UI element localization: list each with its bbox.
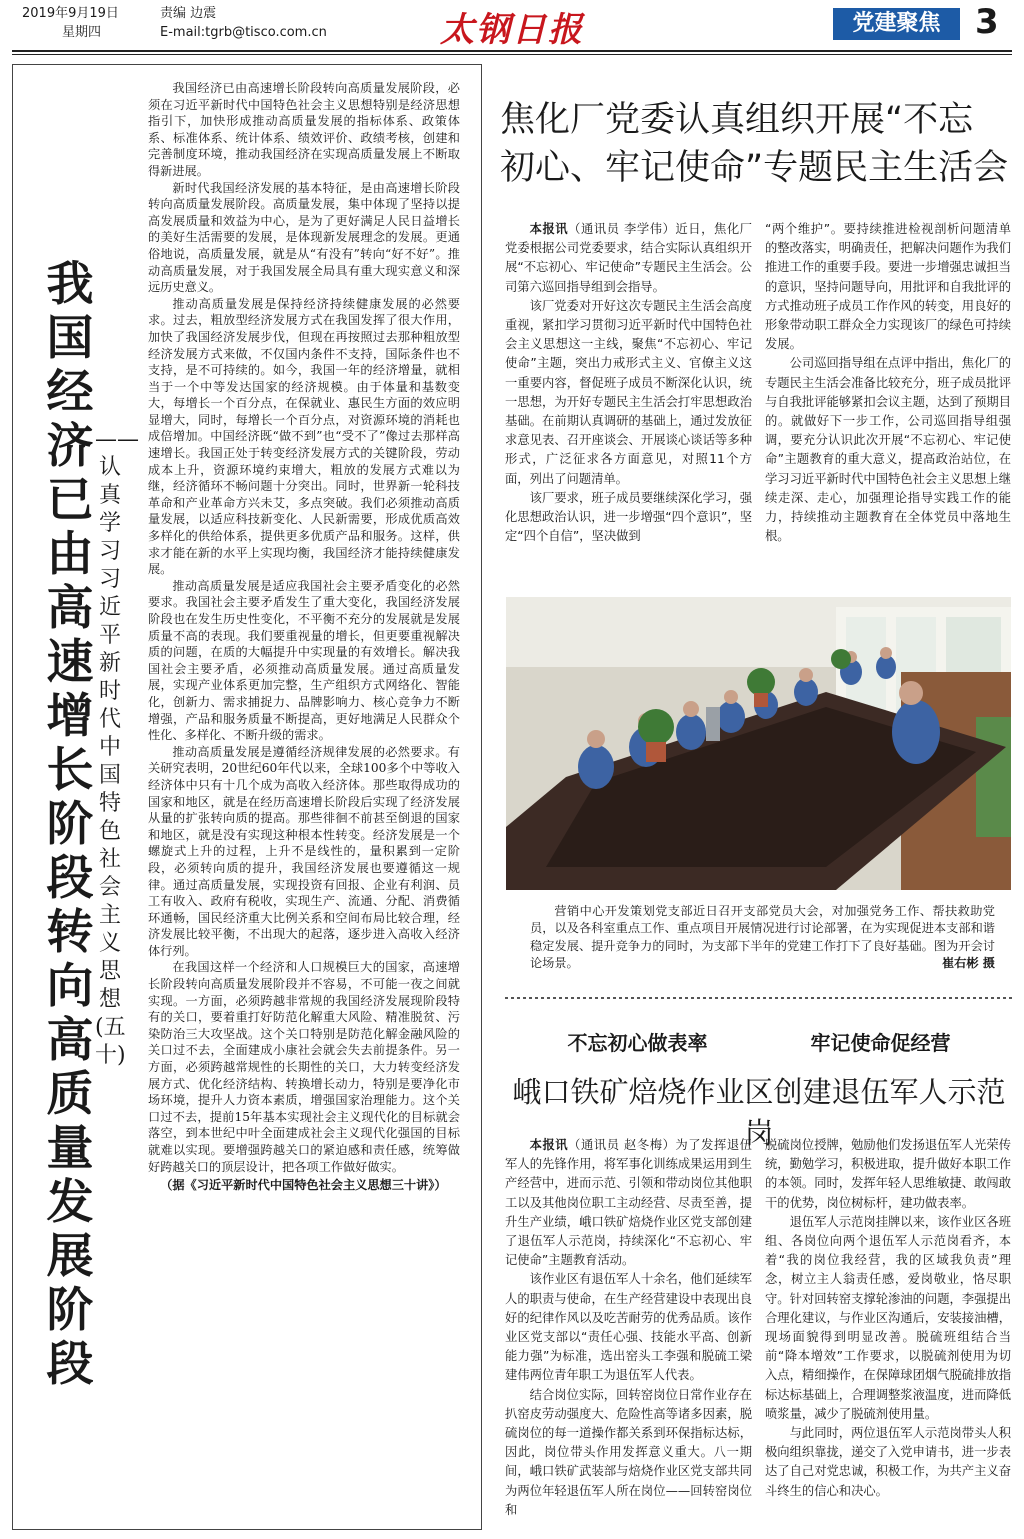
left-paragraph: 在我国这样一个经济和人口规模巨大的国家，高速增长阶段转向高质量发展阶段并不容易，不可能一夜之间就实现。一方面，必须跨越非常规的我国经济发展现阶段特有的关口，要着重打好防范化解重大风险、精准脱贫、污染防治三大攻坚战。这个关口特别是防范化解金融风险的关口过不去，全面建成小康社会就会失去前提条件。另一方面，必须跨越常规性的长期性的关口，大力转变经济发展方式、优化经济结构、转换增长动力，特别是要净化市场环境，提升人力资本素质，增强国家治理能力。这个关口过不去，提前15年基本实现社会主义现代化的目标就会落空，到本世纪中叶全面建成社会主义现代化强国的目标就难以实现。要增强跨越关口的紧迫感和责任感，统筹做好跨越关口的顶层设计，把各项工作做好做实。 [148, 960, 460, 1174]
left-article-title: 我国经济已由高速增长阶段转向高质量发展阶段 [46, 257, 94, 1392]
top-article-column-2 [765, 220, 1011, 546]
top-paragraph: 该厂要求，班子成员要继续深化学习，强化思想政治认识，进一步增强“四个意识”，坚定“四个自信”，坚决做到 [505, 490, 752, 544]
byline: 本报讯 [529, 1138, 569, 1152]
bottom-paragraph: 结合岗位实际，回转窑岗位日常作业存在扒窑皮劳动强度大、危险性高等诸多因素，脱硫岗位的每一道操作都关系到环保指标达标，因此，岗位带头作用发挥意义重大。八一期间，峨口铁矿武装部与焙烧作业区党支部共同为两位年轻退伍军人所在岗位——回转窑岗位和 [505, 1387, 752, 1517]
byline: 本报讯 [529, 222, 569, 236]
bottom-paragraph: 脱硫岗位授牌，勉励他们发扬退伍军人光荣传统，勤勉学习，积极进取，提升做好本职工作的本领。同时，发挥年轻人思维敏捷、敢闯敢干的优势，岗位树标杆，建功做表率。 [765, 1138, 1011, 1210]
left-paragraph: 我国经济已由高速增长阶段转向高质量发展阶段，必须在习近平新时代中国特色社会主义思想特别是经济思想指引下，加快形成推动高质量发展的指标体系、政策体系、标准体系、统计体系、绩效评价、政绩考核，创建和完善制度环境，推动我国经济在实现高质量发展上不断取得新进展。 [148, 81, 460, 178]
bottom-paragraph: 与此同时，两位退伍军人示范岗带头人积极向组织靠拢，递交了入党申请书，进一步表达了自己对党忠诚，积极工作，为共产主义奋斗终生的信心和决心。 [765, 1426, 1011, 1498]
masthead-logo: 太钢日报 [440, 10, 584, 50]
photo-caption [530, 903, 995, 972]
issue-date: 2019年9月19日 [22, 6, 119, 21]
top-paragraph: “两个维护”。要持续推进检视剖析问题清单的整改落实，明确责任，把解决问题作为我们推进工作的重要手段。要进一步增强忠诚担当的意识，坚持问题导向，用批评和自我批评的方式推动班子成员工作作风的转变，用良好的形象带动职工群众全力实现该厂的绿色可持续发展。 [765, 222, 1011, 352]
left-paragraph: 新时代我国经济发展的基本特征，是由高速增长阶段转向高质量发展阶段。高质量发展，集中体现了坚持以提高发展质量和效益为中心，是为了更好满足人民日益增长的美好生活需要的发展，是体现新发展理念的发展。更通俗地说，高质量发展，就是从“有没有”转向“好不好”。推动高质量发展，对于我国发展全局具有重大现实意义和深远历史意义。 [148, 180, 460, 295]
editor-email: E-mail:tgrb@tisco.com.cn [160, 25, 327, 40]
top-paragraph: 该厂党委对开好这次专题民主生活会高度重视，紧扣学习贯彻习近平新时代中国特色社会主义思想这一主线，聚焦“不忘初心、牢记使命”主题，突出力戒形式主义、官僚主义这一重要内容，督促班子成员不断深化认识，统一思想，为开好专题民主生活会打牢思想政治基础。在前期认真调研的基础上，通过发放征求意见表、召开座谈会、开展谈心谈话等多种形式，广泛征求各方面意见，对照11个方面，列出了问题清单。 [505, 298, 752, 486]
issue-weekday: 星期四 [62, 25, 102, 40]
issue-date-block [22, 4, 119, 42]
left-article-source: （据《习近平新时代中国特色社会主义思想三十讲》） [160, 1178, 447, 1193]
top-article-column-1 [505, 220, 752, 546]
top-title-line: 焦化厂党委认真组织开展“不忘 [500, 100, 974, 140]
top-article-title [500, 96, 1020, 192]
left-paragraph: 推动高质量发展是遵循经济规律发展的必然要求。有关研究表明，20世纪60年代以来，全球100多个中等收入经济体中只有十几个成为高收入经济体。那些取得成功的国家和地区，就是在经历高速增长阶段后实现了经济发展从量的扩张转向质的提高。那些徘徊不前甚至倒退的国家和地区，就是没有实现这种根本性转变。经济发展是一个螺旋式上升的过程，上升不是线性的，量积累到一定阶段，必须转向质的提升，我国经济发展也要遵循这一规律。通过高质量发展，实现投资有回报、企业有利润、员工有收入、政府有税收，实现生产、流通、分配、消费循环通畅，国民经济重大比例关系和空间布局比较合理，经济发展比较平衡，不出现大的起落，逐步进入高收入经济体行列。 [148, 744, 460, 958]
left-paragraph: 推动高质量发展是保持经济持续健康发展的必然要求。过去，粗放型经济发展方式在我国发挥了很大作用，加快了我国经济发展步伐，但现在再按照过去那种粗放型经济发展方式来做，不仅国内条件不支持，国际条件也不支持，是不可持续的。如今，我国一年的经济增量，就相当于一个中等发达国家的经济规模。由于体量和基数变大，每增长一个百分点，在保就业、惠民生方面的效应明显增大，同时，每增长一个百分点，对资源环境的消耗也成倍增加。中国经济既“做不到”也“受不了”像过去那样高速增长。我国正处于转变经济发展方式的关键阶段，劳动成本上升，资源环境约束增大，粗放的发展方式难以为继，经济循环不畅问题十分突出。同时，世界新一轮科技革命和产业革命方兴未艾，多点突破。我们必须推动高质量发展，以适应科技新变化、人民新需要，形成优质高效多样化的供给体系，提供更多优质产品和服务。这样，供求才能在新的水平上实现均衡，我国经济才能持续健康发展。 [148, 296, 460, 577]
top-title-line: 初心、牢记使命”专题民主生活会 [500, 148, 1009, 188]
editor-name: 责编 边震 [160, 6, 217, 21]
header-rule-thin [12, 54, 1012, 55]
section-badge: 党建聚焦 [833, 8, 960, 40]
top-paragraph: 公司巡回指导组在点评中指出，焦化厂的专题民主生活会准备比较充分，班子成员批评与自我批评能够紧扣会议主题，达到了预期目的。就做好下一步工作，公司巡回指导组强调，要充分认识此次开展“不忘初心、牢记使命”主题教育的重大意义，提高政治站位，在学习习近平新时代中国特色社会主义思想上继续走深、走心，加强理论指导实践工作的能力，持续推动主题教育在全体党员中落地生根。 [765, 356, 1011, 544]
bottom-article-title: 峨口铁矿焙烧作业区创建退伍军人示范岗 [512, 1075, 1006, 1150]
bottom-article-column-2 [765, 1136, 1011, 1501]
kicker-right: 牢记使命促经营 [810, 1031, 951, 1055]
meeting-photo [506, 597, 1011, 890]
bottom-paragraph: 该作业区有退伍军人十余名，他们延续军人的职责与使命，在生产经营建设中表现出良好的纪律作风以及吃苦耐劳的优秀品质。该作业区党支部以“责任心强、技能水平高、创新能力强”为标准，选出窑头工李强和脱硫工梁建伟两位青年职工为退伍军人代表。 [505, 1272, 752, 1383]
left-paragraph: 推动高质量发展是适应我国社会主要矛盾变化的必然要求。我国社会主要矛盾发生了重大变化，我国经济发展阶段也在发生历史性变化，不平衡不充分的发展就是发展质量不高的表现。我们要重视量的增长，但更要重视解决质的问题，在质的大幅提升中实现量的有效增长。解决我国社会主要矛盾，必须推动高质量发展。通过高质量发展，实现产业体系更加完整，生产组织方式网络化、智能化，创新力、需求捕捉力、品牌影响力、核心竞争力不断增强，产品和服务质量不断提高，更好地满足人民群众个性化、多样化、不断升级的需求。 [148, 578, 460, 743]
header-rule [12, 50, 1012, 52]
top-paragraph: 本报讯（通讯员 李学伟）近日，焦化厂党委根据公司党委要求，结合实际认真组织开展“不忘初心、牢记使命”专题民主生活会。公司第六巡回指导组到会指导。 [505, 222, 752, 294]
bottom-paragraph: 本报讯（通讯员 赵冬梅）为了发挥退伍军人的先锋作用，将军事化训练成果运用到生产经营中，进而示范、引领和带动岗位其他职工以及其他岗位职工主动经营、尽责至善，提升生产业绩，峨口铁矿焙烧作业区党支部创建了退伍军人示范岗，持续深化“不忘初心、牢记使命”主题教育活动。 [505, 1138, 752, 1268]
page-header [0, 0, 1024, 50]
section-divider [505, 997, 1013, 999]
photo-caption-text: 营销中心开发策划党支部近日召开支部党员大会，对加强党务工作、帮扶救助党员，以及各科室重点工作、重点项目开展情况进行讨论部署，在为实现促进本支部和谐稳定发展、提升竞争力的同时，为支部下半年的党建工作打下了良好基础。图为开会讨论场景。 [530, 904, 995, 970]
left-article-body [148, 80, 460, 1194]
photo-credit: 崔右彬 摄 [942, 955, 995, 970]
meeting-photo-illustration [506, 597, 1011, 890]
bottom-paragraph: 退伍军人示范岗挂牌以来，该作业区各班组、各岗位向两个退伍军人示范岗看齐，本着“我的岗位我经营，我的区域我负责”理念，树立主人翁责任感，爱岗敬业，恪尽职守。针对回转窑支撑轮渗油的问题，李强提出合理化建议，与作业区沟通后，安装接油槽，现场面貌得到明显改善。脱硫班组结合当前“降本增效”工作要求，以脱硫剂使用为切入点，精细操作，在保障球团烟气脱硫排放指标达标基础上，合理调整浆液温度，进而降低喷浆量，减少了脱硫剂使用量。 [765, 1214, 1011, 1421]
left-article-subtitle: ——认真学习习近平新时代中国特色社会主义思想(五十) [95, 427, 139, 1068]
kicker-left: 不忘初心做表率 [567, 1031, 708, 1055]
bottom-article-kicker [505, 1027, 1013, 1056]
bottom-article-column-1 [505, 1136, 752, 1520]
editor-block [160, 4, 327, 42]
page-number: 3 [975, 2, 999, 42]
